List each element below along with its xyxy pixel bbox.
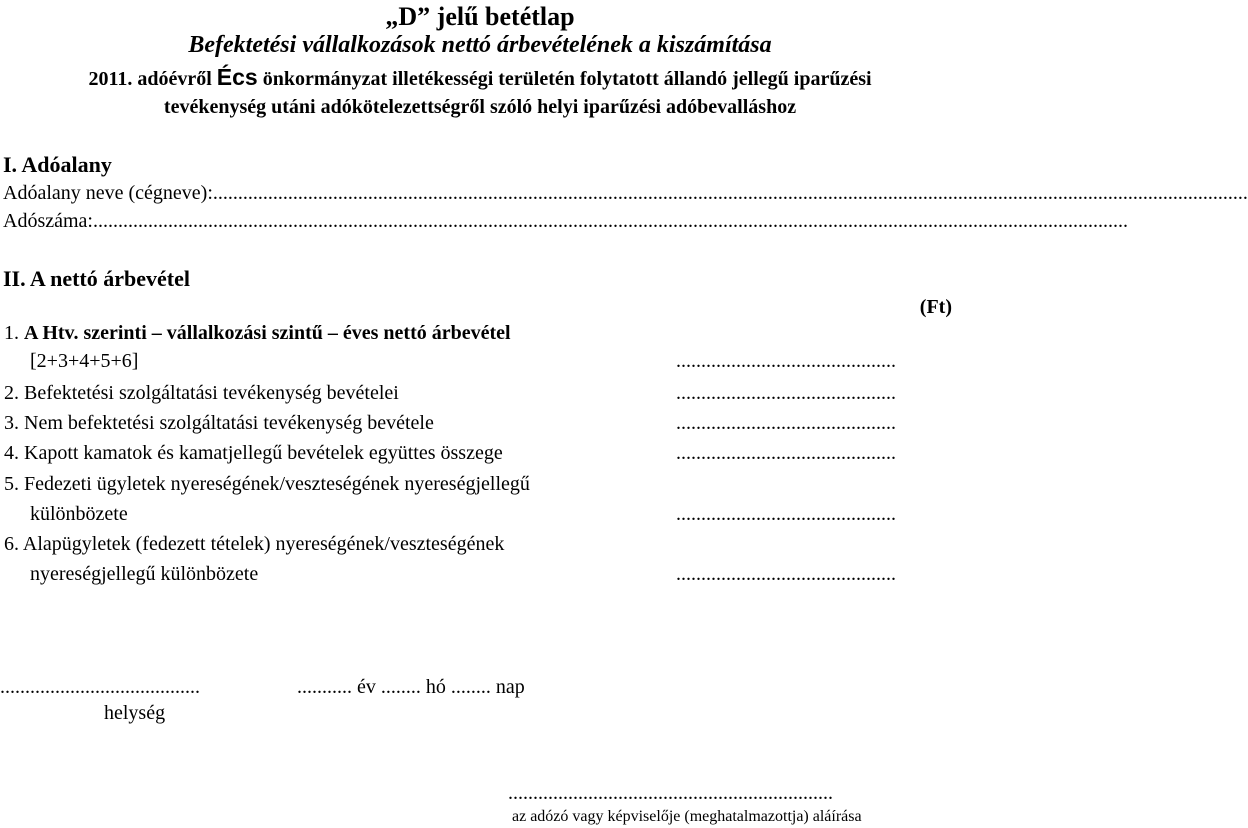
tax-year: 2011.: [88, 68, 133, 90]
revenue-item-1-value[interactable]: ............................................: [676, 350, 896, 372]
date-input[interactable]: ........... év ........ hó ........ nap: [297, 676, 525, 698]
signature-line-dots[interactable]: .................................................................: [508, 782, 833, 804]
place-label: helység: [104, 702, 166, 724]
revenue-item-5-cont: különbözete: [30, 503, 128, 525]
revenue-item-4: 4. Kapott kamatok és kamatjellegű bevételek együttes összege: [4, 442, 503, 464]
form-subtitle: Befektetési vállalkozások nettó árbevételének a kiszámítása: [188, 32, 772, 58]
revenue-item-5-value[interactable]: ............................................: [676, 503, 896, 525]
form-description-line-2: tevékenység utáni adókötelezettségről szóló helyi iparűzési adóbevalláshoz: [163, 96, 797, 118]
revenue-item-5: 5. Fedezeti ügyletek nyereségének/veszteségének nyereségjellegű: [4, 473, 530, 495]
taxpayer-name-input-dots[interactable]: ...............................................................................................................................................................................................................: [212, 182, 1248, 204]
revenue-item-1: 1. A Htv. szerinti – vállalkozási szintű – éves nettó árbevétel: [4, 322, 511, 344]
taxpayer-name-field[interactable]: [3, 182, 1248, 205]
revenue-item-3-value[interactable]: ............................................: [676, 412, 896, 434]
signature-label: az adózó vagy képviselője (meghatalmazottja) aláírása: [512, 808, 862, 825]
tax-number-field[interactable]: [3, 210, 1128, 233]
section-heading-net-revenue: II. A nettó árbevétel: [3, 266, 190, 291]
revenue-item-2-value[interactable]: ............................................: [676, 382, 896, 404]
revenue-item-4-value[interactable]: ............................................: [676, 442, 896, 464]
form-description-line-1: 2011. adóévről Écs önkormányzat illetékességi területén folytatott állandó jellegű iparűzési: [88, 64, 872, 90]
revenue-item-3: 3. Nem befektetési szolgáltatási tevékenység bevétele: [4, 412, 434, 434]
section-heading-taxpayer: I. Adóalany: [3, 152, 112, 177]
tax-number-label: Adószáma:: [3, 210, 93, 232]
taxpayer-name-label: Adóalany neve (cégneve):: [3, 182, 213, 204]
tax-number-input-dots[interactable]: ...............................................................................................................................................................................................................: [92, 210, 1128, 232]
revenue-item-6-value[interactable]: ............................................: [676, 563, 896, 585]
currency-unit: (Ft): [919, 296, 952, 318]
revenue-item-1-formula: [2+3+4+5+6]: [30, 350, 139, 372]
form-title: „D” jelű betétlap: [385, 2, 575, 31]
municipality-name: Écs: [216, 64, 258, 90]
revenue-item-2: 2. Befektetési szolgáltatási tevékenység bevételei: [4, 382, 399, 404]
place-input-dots[interactable]: ........................................: [0, 676, 200, 698]
revenue-item-6: 6. Alapügyletek (fedezett tételek) nyereségének/veszteségének: [4, 533, 505, 555]
revenue-item-6-cont: nyereségjellegű különbözete: [30, 563, 259, 585]
